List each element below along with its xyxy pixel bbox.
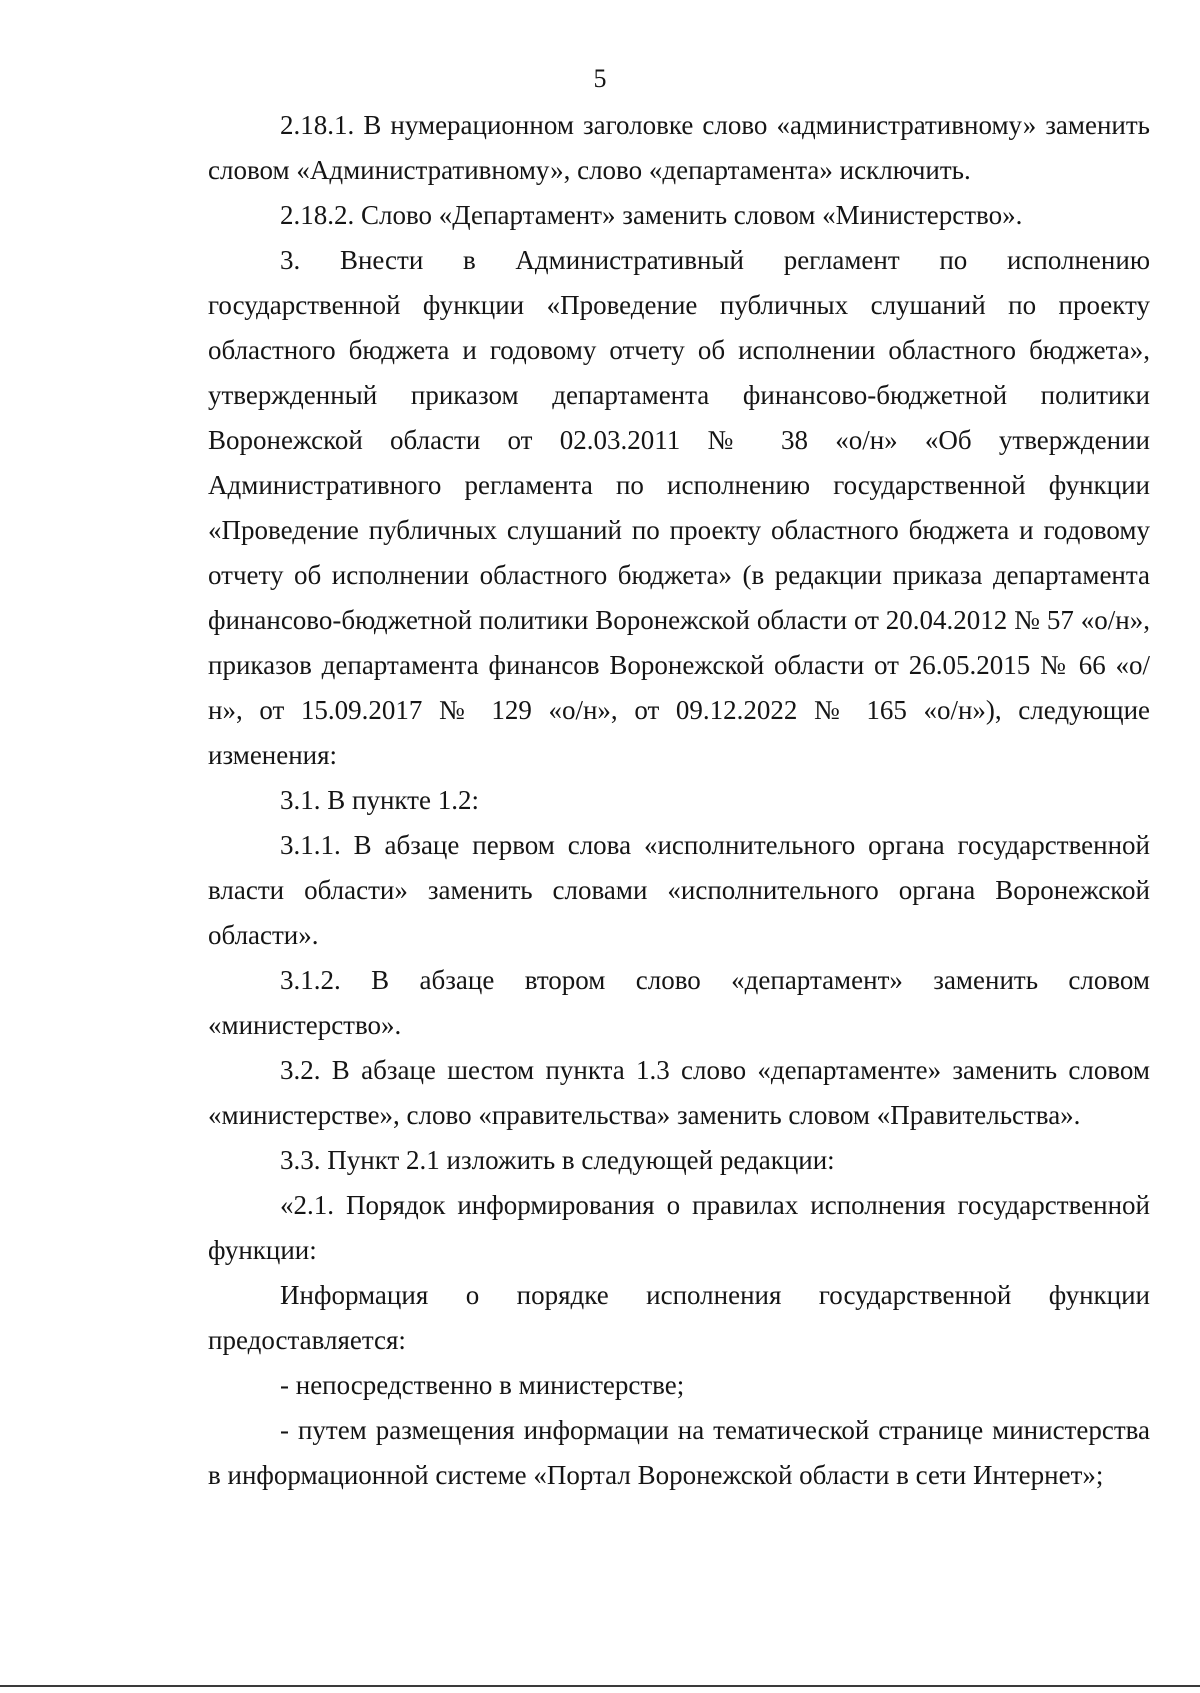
list-item-ministry: - непосредственно в министерстве; [280,1370,685,1400]
list-item-portal: - путем размещения информации на тематической странице министерства в информационной системе «Портал Воронежской области в сети Интернет»; [208,1415,1150,1490]
bottom-divider [0,1685,1200,1687]
paragraph-2-18-1: 2.18.1. В нумерационном заголовке слово «административному» заменить словом «Административному», слово «департамента» исключить. [208,110,1150,185]
paragraph-2-18-2: 2.18.2. Слово «Департамент» заменить словом «Министерство». [280,200,1023,230]
paragraph-3: 3. Внести в Административный регламент по исполнению государственной функции «Проведение публичных слушаний по проекту областного бюджета и годовому отчету об исполнении областного бюджета», утвержденный приказом департамента финансово-бюджетной политики Воронежской области от 02.03.2011 № 38 «о/н» «Об утверждении Административного регламента по исполнению государственной функции «Проведение публичных слушаний по проекту областного бюджета и годовому отчету об исполнении областного бюджета» (в редакции приказа департамента финансово-бюджетной политики Воронежской области от 20.04.2012 № 57 «о/н», приказов департамента финансов Воронежской области от 26.05.2015 № 66 «о/н», от 15.09.2017 № 129 «о/н», от 09.12.2022 № 165 «о/н»), следующие изменения: [208,245,1150,770]
document-body [208,103,1150,1498]
paragraph-information-intro: Информация о порядке исполнения государственной функции предоставляется: [208,1280,1150,1355]
paragraph-3-2: 3.2. В абзаце шестом пункта 1.3 слово «департаменте» заменить словом «министерстве», слово «правительства» заменить словом «Правительства». [208,1055,1150,1130]
paragraph-2-1-heading: «2.1. Порядок информирования о правилах исполнения государственной функции: [208,1190,1150,1265]
page-number: 5 [593,64,607,93]
paragraph-3-1-1: 3.1.1. В абзаце первом слова «исполнительного органа государственной власти области» заменить словами «исполнительного органа Воронежской области». [208,830,1150,950]
paragraph-3-1: 3.1. В пункте 1.2: [280,785,479,815]
paragraph-3-3: 3.3. Пункт 2.1 изложить в следующей редакции: [280,1145,835,1175]
paragraph-3-1-2: 3.1.2. В абзаце втором слово «департамент» заменить словом «министерство». [208,965,1150,1040]
